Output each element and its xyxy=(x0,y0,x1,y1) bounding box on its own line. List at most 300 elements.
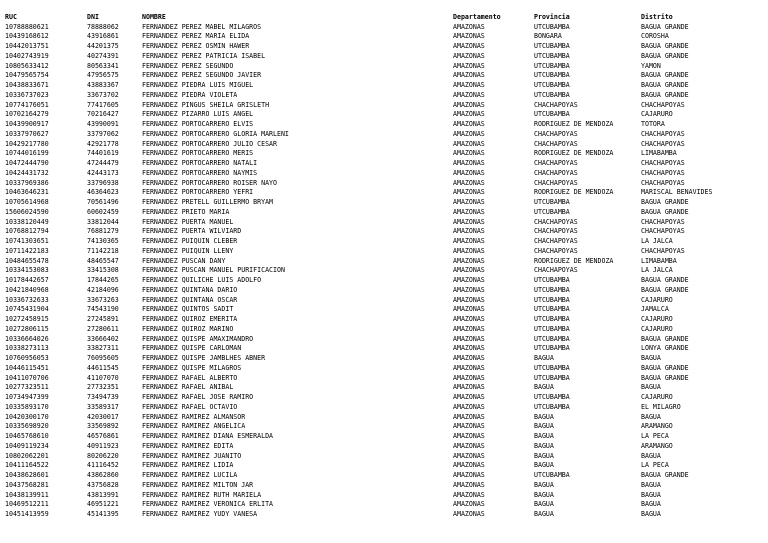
cell-distrito: BAGUA GRANDE xyxy=(641,207,689,216)
cell-ruc: 10335698920 xyxy=(5,422,49,431)
table-row xyxy=(0,266,768,276)
cell-provincia: CHACHAPOYAS xyxy=(534,178,578,187)
registry-table xyxy=(0,12,768,520)
cell-ruc: 10702164279 xyxy=(5,110,49,119)
cell-provincia: BAGUA xyxy=(534,422,554,431)
cell-distrito: BAGUA GRANDE xyxy=(641,373,689,382)
cell-ruc: 10421840968 xyxy=(5,285,49,294)
cell-nombre: FERNANDEZ PORTOCARRERO NATALI xyxy=(142,159,258,167)
table-row xyxy=(0,52,768,62)
cell-ruc: 10411164522 xyxy=(5,461,49,470)
table-row xyxy=(0,218,768,228)
cell-provincia: UTCUBAMBA xyxy=(534,315,570,323)
table-row xyxy=(0,374,768,384)
cell-nombre: FERNANDEZ RAMIREZ VERONICA ERLITA xyxy=(142,500,274,509)
cell-ruc: 10429217780 xyxy=(5,139,49,148)
cell-dni: 74130365 xyxy=(87,237,119,245)
column-header-dni: DNI xyxy=(87,13,99,21)
cell-dni: 48465547 xyxy=(87,256,119,265)
cell-provincia: CHACHAPOYAS xyxy=(534,168,578,177)
cell-distrito: CAJARURO xyxy=(641,295,673,304)
cell-departamento: AMAZONAS xyxy=(453,237,485,245)
cell-distrito: CHACHAPOYAS xyxy=(641,100,685,109)
cell-provincia: UTCUBAMBA xyxy=(534,285,570,294)
column-header-distrito: Distrito xyxy=(641,13,673,21)
cell-departamento: AMAZONAS xyxy=(453,393,485,401)
cell-ruc: 10463646231 xyxy=(5,188,49,197)
cell-ruc: 10788880621 xyxy=(5,22,49,31)
cell-distrito: CHACHAPOYAS xyxy=(641,227,685,236)
cell-nombre: FERNANDEZ QUIROZ EMERITA xyxy=(142,315,238,323)
cell-nombre: FERNANDEZ QUINTOS SADIT xyxy=(142,305,234,314)
cell-distrito: BAGUA GRANDE xyxy=(641,90,689,99)
cell-provincia: BAGUA xyxy=(534,383,554,392)
cell-nombre: FERNANDEZ RAMIREZ EDITA xyxy=(142,441,234,450)
table-row xyxy=(0,81,768,91)
cell-distrito: EL MILAGRO xyxy=(641,402,681,411)
cell-departamento: AMAZONAS xyxy=(453,490,485,499)
table-row xyxy=(0,383,768,393)
cell-departamento: AMAZONAS xyxy=(453,90,485,99)
table-header-row xyxy=(0,12,768,23)
cell-nombre: FERNANDEZ RAMIREZ YUDY VANESA xyxy=(142,510,258,518)
cell-distrito: BAGUA GRANDE xyxy=(641,81,689,89)
cell-distrito: CAJARURO xyxy=(641,110,673,119)
cell-dni: 74543190 xyxy=(87,305,119,314)
cell-provincia: UTCUBAMBA xyxy=(534,51,570,60)
cell-provincia: CHACHAPOYAS xyxy=(534,237,578,245)
cell-distrito: BAGUA GRANDE xyxy=(641,71,689,80)
cell-ruc: 10338120449 xyxy=(5,217,49,226)
cell-departamento: AMAZONAS xyxy=(453,139,485,148)
cell-nombre: FERNANDEZ QUISPE JAMBLHES ABNER xyxy=(142,354,266,362)
cell-dni: 33673263 xyxy=(87,295,119,304)
cell-distrito: LA JALCA xyxy=(641,266,673,275)
table-row xyxy=(0,91,768,101)
table-row xyxy=(0,452,768,462)
cell-dni: 43990091 xyxy=(87,120,119,128)
cell-provincia: UTCUBAMBA xyxy=(534,276,570,284)
table-row xyxy=(0,71,768,81)
cell-dni: 33589317 xyxy=(87,402,119,411)
cell-provincia: UTCUBAMBA xyxy=(534,207,570,216)
cell-dni: 42184096 xyxy=(87,285,119,294)
cell-departamento: AMAZONAS xyxy=(453,42,485,50)
table-row xyxy=(0,110,768,120)
cell-departamento: AMAZONAS xyxy=(453,500,485,509)
cell-ruc: 10402743919 xyxy=(5,51,49,60)
table-row xyxy=(0,120,768,130)
table-row xyxy=(0,335,768,345)
cell-departamento: AMAZONAS xyxy=(453,129,485,138)
cell-nombre: FERNANDEZ PUSCAN MANUEL PURIFICACION xyxy=(142,266,285,275)
cell-nombre: FERNANDEZ RAFAEL OCTAVIO xyxy=(142,402,238,411)
cell-dni: 44201375 xyxy=(87,42,119,50)
cell-departamento: AMAZONAS xyxy=(453,227,485,236)
cell-distrito: CHACHAPOYAS xyxy=(641,217,685,226)
cell-provincia: CHACHAPOYAS xyxy=(534,159,578,167)
cell-provincia: BAGUA xyxy=(534,451,554,460)
cell-distrito: BAGUA GRANDE xyxy=(641,22,689,31)
table-row xyxy=(0,159,768,169)
table-row xyxy=(0,130,768,140)
cell-provincia: RODRIGUEZ DE MENDOZA xyxy=(534,256,614,265)
cell-departamento: AMAZONAS xyxy=(453,451,485,460)
cell-nombre: FERNANDEZ RAFAEL ALBERTO xyxy=(142,373,238,382)
cell-nombre: FERNANDEZ PORTOCARRERO NAYMIS xyxy=(142,168,258,177)
cell-departamento: AMAZONAS xyxy=(453,120,485,128)
cell-distrito: CHACHAPOYAS xyxy=(641,168,685,177)
cell-departamento: AMAZONAS xyxy=(453,22,485,31)
table-row xyxy=(0,442,768,452)
cell-distrito: COROSHA xyxy=(641,32,669,41)
cell-dni: 33415308 xyxy=(87,266,119,275)
table-row xyxy=(0,422,768,432)
cell-nombre: FERNANDEZ PEREZ MARIA ELIDA xyxy=(142,32,250,41)
table-row xyxy=(0,140,768,150)
cell-departamento: AMAZONAS xyxy=(453,100,485,109)
cell-dni: 33673702 xyxy=(87,90,119,99)
column-header-departamento: Departamento xyxy=(453,13,501,21)
cell-departamento: AMAZONAS xyxy=(453,285,485,294)
cell-provincia: BAGUA xyxy=(534,441,554,450)
table-row xyxy=(0,510,768,520)
cell-provincia: UTCUBAMBA xyxy=(534,22,570,31)
cell-dni: 46364623 xyxy=(87,188,119,197)
cell-provincia: UTCUBAMBA xyxy=(534,71,570,80)
cell-ruc: 10420300170 xyxy=(5,412,49,421)
cell-departamento: AMAZONAS xyxy=(453,422,485,431)
cell-nombre: FERNANDEZ RAMIREZ ANGELICA xyxy=(142,422,246,431)
cell-distrito: BAGUA xyxy=(641,412,661,421)
cell-departamento: AMAZONAS xyxy=(453,305,485,314)
cell-nombre: FERNANDEZ RAFAEL ANIBAL xyxy=(142,383,234,392)
cell-nombre: FERNANDEZ QUILICHE LUIS ADOLFO xyxy=(142,276,262,284)
cell-distrito: BAGUA GRANDE xyxy=(641,42,689,50)
cell-ruc: 10741303651 xyxy=(5,237,49,245)
cell-departamento: AMAZONAS xyxy=(453,373,485,382)
cell-distrito: MARISCAL BENAVIDES xyxy=(641,188,713,197)
cell-provincia: RODRIGUEZ DE MENDOZA xyxy=(534,120,614,128)
cell-provincia: BAGUA xyxy=(534,480,554,489)
cell-nombre: FERNANDEZ PEREZ SEGUNDO xyxy=(142,61,234,70)
table-row xyxy=(0,247,768,257)
table-row xyxy=(0,325,768,335)
cell-ruc: 10442013751 xyxy=(5,42,49,50)
cell-departamento: AMAZONAS xyxy=(453,471,485,479)
cell-nombre: FERNANDEZ PEREZ PATRICIA ISABEL xyxy=(142,51,266,60)
cell-provincia: BAGUA xyxy=(534,461,554,470)
cell-distrito: BAGUA xyxy=(641,480,661,489)
cell-dni: 73494739 xyxy=(87,393,119,401)
cell-departamento: AMAZONAS xyxy=(453,276,485,284)
cell-dni: 46576861 xyxy=(87,432,119,440)
cell-nombre: FERNANDEZ QUISPE CARLOMAN xyxy=(142,344,242,353)
cell-distrito: LIMABAMBA xyxy=(641,149,677,158)
cell-dni: 70561496 xyxy=(87,198,119,206)
cell-dni: 27280611 xyxy=(87,324,119,333)
cell-provincia: UTCUBAMBA xyxy=(534,393,570,401)
table-row xyxy=(0,500,768,510)
cell-distrito: BAGUA GRANDE xyxy=(641,285,689,294)
cell-distrito: BAGUA xyxy=(641,383,661,392)
cell-dni: 77417605 xyxy=(87,100,119,109)
cell-ruc: 10424431732 xyxy=(5,168,49,177)
cell-nombre: FERNANDEZ QUISPE MILAGROS xyxy=(142,363,242,372)
cell-ruc: 10465768610 xyxy=(5,432,49,440)
cell-distrito: JAMALCA xyxy=(641,305,669,314)
cell-distrito: CHACHAPOYAS xyxy=(641,159,685,167)
cell-departamento: AMAZONAS xyxy=(453,480,485,489)
cell-ruc: 10469512211 xyxy=(5,500,49,509)
cell-departamento: AMAZONAS xyxy=(453,363,485,372)
cell-nombre: FERNANDEZ PIZARRO LUIS ANGEL xyxy=(142,110,254,119)
table-row xyxy=(0,149,768,159)
cell-nombre: FERNANDEZ RAMIREZ LIDIA xyxy=(142,461,234,470)
cell-nombre: FERNANDEZ PUERTA MANUEL xyxy=(142,217,234,226)
cell-nombre: FERNANDEZ QUISPE AMAXIMANDRO xyxy=(142,334,254,343)
cell-dni: 80206220 xyxy=(87,451,119,460)
cell-ruc: 10745431904 xyxy=(5,305,49,314)
cell-provincia: BAGUA xyxy=(534,412,554,421)
cell-nombre: FERNANDEZ RAMIREZ RUTH MARIELA xyxy=(142,490,262,499)
cell-provincia: UTCUBAMBA xyxy=(534,295,570,304)
cell-departamento: AMAZONAS xyxy=(453,334,485,343)
cell-distrito: CHACHAPOYAS xyxy=(641,178,685,187)
cell-departamento: AMAZONAS xyxy=(453,412,485,421)
cell-departamento: AMAZONAS xyxy=(453,432,485,440)
cell-ruc: 10438628601 xyxy=(5,471,49,479)
cell-distrito: CHACHAPOYAS xyxy=(641,246,685,255)
cell-distrito: BAGUA xyxy=(641,451,661,460)
cell-ruc: 10484655478 xyxy=(5,256,49,265)
cell-ruc: 10272806115 xyxy=(5,324,49,333)
cell-nombre: FERNANDEZ PUSCAN DANY xyxy=(142,256,226,265)
cell-provincia: BAGUA xyxy=(534,490,554,499)
cell-nombre: FERNANDEZ QUINTANA OSCAR xyxy=(142,295,238,304)
cell-departamento: AMAZONAS xyxy=(453,168,485,177)
cell-provincia: UTCUBAMBA xyxy=(534,42,570,50)
cell-nombre: FERNANDEZ PIEDRA LUIS MIGUEL xyxy=(142,81,254,89)
cell-departamento: AMAZONAS xyxy=(453,510,485,518)
cell-ruc: 10472444790 xyxy=(5,159,49,167)
cell-departamento: AMAZONAS xyxy=(453,354,485,362)
cell-distrito: BAGUA GRANDE xyxy=(641,51,689,60)
cell-nombre: FERNANDEZ PRIETO MARIA xyxy=(142,207,230,216)
cell-nombre: FERNANDEZ PIEDRA VIOLETA xyxy=(142,90,238,99)
cell-distrito: CAJARURO xyxy=(641,393,673,401)
cell-provincia: UTCUBAMBA xyxy=(534,61,570,70)
cell-dni: 41107070 xyxy=(87,373,119,382)
cell-distrito: ARAMANGO xyxy=(641,441,673,450)
cell-dni: 45141395 xyxy=(87,510,119,518)
cell-provincia: UTCUBAMBA xyxy=(534,305,570,314)
cell-departamento: AMAZONAS xyxy=(453,383,485,392)
cell-departamento: AMAZONAS xyxy=(453,402,485,411)
cell-distrito: LA PECA xyxy=(641,461,669,470)
table-row xyxy=(0,364,768,374)
cell-provincia: RODRIGUEZ DE MENDOZA xyxy=(534,149,614,158)
cell-dni: 17844265 xyxy=(87,276,119,284)
cell-ruc: 10272458915 xyxy=(5,315,49,323)
cell-dni: 33827311 xyxy=(87,344,119,353)
cell-provincia: CHACHAPOYAS xyxy=(534,266,578,275)
cell-distrito: CHACHAPOYAS xyxy=(641,129,685,138)
cell-provincia: UTCUBAMBA xyxy=(534,344,570,353)
cell-nombre: FERNANDEZ QUINTANA DARIO xyxy=(142,285,238,294)
cell-nombre: FERNANDEZ PORTOCARRERO MERIS xyxy=(142,149,254,158)
cell-dni: 33812044 xyxy=(87,217,119,226)
cell-nombre: FERNANDEZ RAMIREZ DIANA ESMERALDA xyxy=(142,432,274,440)
cell-dni: 42921778 xyxy=(87,139,119,148)
cell-ruc: 10338273113 xyxy=(5,344,49,353)
cell-provincia: BAGUA xyxy=(534,500,554,509)
cell-provincia: CHACHAPOYAS xyxy=(534,139,578,148)
cell-dni: 41116452 xyxy=(87,461,119,470)
cell-provincia: UTCUBAMBA xyxy=(534,363,570,372)
table-row xyxy=(0,23,768,33)
cell-dni: 33797062 xyxy=(87,129,119,138)
cell-provincia: UTCUBAMBA xyxy=(534,110,570,119)
cell-ruc: 10277323511 xyxy=(5,383,49,392)
cell-distrito: BAGUA GRANDE xyxy=(641,471,689,479)
cell-distrito: BAGUA xyxy=(641,490,661,499)
cell-ruc: 10805633412 xyxy=(5,61,49,70)
cell-nombre: FERNANDEZ PUIQUIN LLENY xyxy=(142,246,234,255)
cell-nombre: FERNANDEZ PORTOCARRERO ROISER NAYO xyxy=(142,178,277,187)
table-row xyxy=(0,354,768,364)
cell-departamento: AMAZONAS xyxy=(453,178,485,187)
cell-ruc: 10768812794 xyxy=(5,227,49,236)
cell-departamento: AMAZONAS xyxy=(453,110,485,119)
cell-provincia: BAGUA xyxy=(534,432,554,440)
table-row xyxy=(0,403,768,413)
cell-dni: 42030017 xyxy=(87,412,119,421)
cell-ruc: 10734947399 xyxy=(5,393,49,401)
table-row xyxy=(0,42,768,52)
table-row xyxy=(0,491,768,501)
cell-dni: 27245891 xyxy=(87,315,119,323)
cell-dni: 76881279 xyxy=(87,227,119,236)
cell-ruc: 10334153083 xyxy=(5,266,49,275)
cell-departamento: AMAZONAS xyxy=(453,246,485,255)
cell-nombre: FERNANDEZ RAFAEL JOSE RAMIRO xyxy=(142,393,254,401)
cell-departamento: AMAZONAS xyxy=(453,295,485,304)
cell-distrito: LIMABAMBA xyxy=(641,256,677,265)
cell-provincia: RODRIGUEZ DE MENDOZA xyxy=(534,188,614,197)
cell-departamento: AMAZONAS xyxy=(453,198,485,206)
cell-dni: 33569892 xyxy=(87,422,119,431)
cell-nombre: FERNANDEZ PEREZ MABEL MILAGROS xyxy=(142,22,262,31)
cell-distrito: BAGUA xyxy=(641,510,661,518)
table-row xyxy=(0,237,768,247)
cell-ruc: 10336664026 xyxy=(5,334,49,343)
cell-departamento: AMAZONAS xyxy=(453,32,485,41)
cell-nombre: FERNANDEZ PRETELL GUILLERMO BRYAM xyxy=(142,198,274,206)
table-row xyxy=(0,305,768,315)
cell-distrito: CAJARURO xyxy=(641,315,673,323)
cell-dni: 40274391 xyxy=(87,51,119,60)
cell-nombre: FERNANDEZ RAMIREZ MILTON JAR xyxy=(142,480,254,489)
cell-provincia: CHACHAPOYAS xyxy=(534,246,578,255)
cell-dni: 44611545 xyxy=(87,363,119,372)
cell-provincia: CHACHAPOYAS xyxy=(534,227,578,236)
cell-departamento: AMAZONAS xyxy=(453,461,485,470)
cell-ruc: 10479565754 xyxy=(5,71,49,80)
cell-dni: 40911923 xyxy=(87,441,119,450)
cell-provincia: UTCUBAMBA xyxy=(534,90,570,99)
cell-ruc: 15606024590 xyxy=(5,207,49,216)
cell-dni: 80563341 xyxy=(87,61,119,70)
cell-dni: 43756828 xyxy=(87,480,119,489)
cell-dni: 27732351 xyxy=(87,383,119,392)
cell-ruc: 10446115451 xyxy=(5,363,49,372)
cell-provincia: UTCUBAMBA xyxy=(534,198,570,206)
cell-dni: 74401619 xyxy=(87,149,119,158)
cell-departamento: AMAZONAS xyxy=(453,324,485,333)
cell-departamento: AMAZONAS xyxy=(453,315,485,323)
cell-provincia: UTCUBAMBA xyxy=(534,402,570,411)
cell-provincia: UTCUBAMBA xyxy=(534,334,570,343)
cell-departamento: AMAZONAS xyxy=(453,207,485,216)
cell-ruc: 10439900917 xyxy=(5,120,49,128)
cell-nombre: FERNANDEZ PEREZ OSMIN HAWER xyxy=(142,42,250,50)
cell-provincia: CHACHAPOYAS xyxy=(534,129,578,138)
table-row xyxy=(0,101,768,111)
cell-departamento: AMAZONAS xyxy=(453,256,485,265)
cell-departamento: AMAZONAS xyxy=(453,71,485,80)
table-row xyxy=(0,461,768,471)
cell-ruc: 10409119234 xyxy=(5,441,49,450)
cell-nombre: FERNANDEZ PUERTA WILVIARD xyxy=(142,227,242,236)
cell-provincia: UTCUBAMBA xyxy=(534,471,570,479)
cell-provincia: CHACHAPOYAS xyxy=(534,217,578,226)
cell-distrito: BAGUA GRANDE xyxy=(641,363,689,372)
cell-ruc: 10437568281 xyxy=(5,480,49,489)
cell-departamento: AMAZONAS xyxy=(453,81,485,89)
table-row xyxy=(0,286,768,296)
cell-ruc: 10802062201 xyxy=(5,451,49,460)
cell-ruc: 10438833671 xyxy=(5,81,49,89)
cell-dni: 46951221 xyxy=(87,500,119,509)
cell-dni: 43862860 xyxy=(87,471,119,479)
cell-provincia: UTCUBAMBA xyxy=(534,373,570,382)
cell-dni: 78888062 xyxy=(87,22,119,31)
cell-departamento: AMAZONAS xyxy=(453,149,485,158)
cell-distrito: LA PECA xyxy=(641,432,669,440)
table-row xyxy=(0,227,768,237)
cell-distrito: LONYA GRANDE xyxy=(641,344,689,353)
table-row xyxy=(0,393,768,403)
cell-departamento: AMAZONAS xyxy=(453,441,485,450)
table-row xyxy=(0,62,768,72)
cell-nombre: FERNANDEZ PUIQUIN CLEBER xyxy=(142,237,238,245)
cell-ruc: 10335893170 xyxy=(5,402,49,411)
cell-dni: 60602459 xyxy=(87,207,119,216)
cell-nombre: FERNANDEZ PEREZ SEGUNDO JAVIER xyxy=(142,71,262,80)
cell-dni: 43813991 xyxy=(87,490,119,499)
cell-distrito: BAGUA xyxy=(641,354,661,362)
cell-dni: 71142218 xyxy=(87,246,119,255)
cell-distrito: CHACHAPOYAS xyxy=(641,139,685,148)
cell-ruc: 10411070706 xyxy=(5,373,49,382)
cell-provincia: UTCUBAMBA xyxy=(534,324,570,333)
table-row xyxy=(0,32,768,42)
table-row xyxy=(0,208,768,218)
cell-ruc: 10178442657 xyxy=(5,276,49,284)
cell-dni: 47956575 xyxy=(87,71,119,80)
table-row xyxy=(0,257,768,267)
